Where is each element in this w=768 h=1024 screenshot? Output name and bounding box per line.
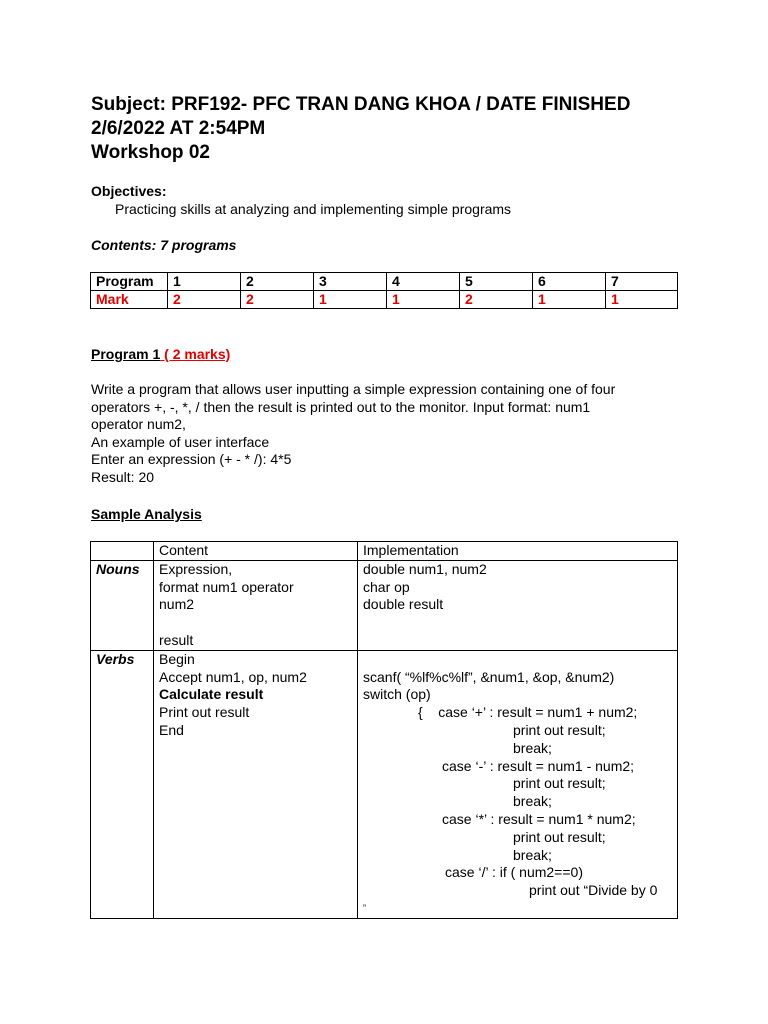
verbs-content-line: Begin [159, 650, 195, 667]
nouns-content-cell [154, 560, 358, 650]
description-line: Write a program that allows user inputting a simple expression containing one of four [91, 381, 616, 397]
analysis-header-implementation: Implementation [358, 542, 678, 561]
analysis-header-row [91, 542, 678, 561]
verbs-impl-line: break; [513, 846, 552, 863]
nouns-impl-line: double num1, num2 [363, 560, 487, 577]
program1-title: Program 1 [91, 346, 161, 362]
mark-cell: 1 [314, 291, 387, 309]
objectives-text: Practicing skills at analyzing and implementing simple programs [115, 201, 512, 217]
verbs-content-line: End [159, 721, 184, 738]
verbs-impl-line: scanf( “%lf%c%lf”, &num1, &op, &num2) [363, 668, 615, 685]
verbs-label: Verbs [91, 650, 154, 918]
sample-analysis-heading: Sample Analysis [91, 506, 202, 522]
verbs-impl-line: ” [363, 902, 366, 913]
verbs-content-line: Print out result [159, 704, 250, 721]
program-label-cell: Program [91, 273, 168, 291]
analysis-header-empty [91, 542, 154, 561]
analysis-header-content: Content [154, 542, 358, 561]
program-cell: 2 [241, 273, 314, 291]
nouns-content-line: Expression, [159, 560, 233, 577]
nouns-label: Nouns [91, 560, 154, 650]
verbs-impl-line: break; [513, 739, 552, 756]
description-line: Result: 20 [91, 468, 155, 485]
verbs-impl-line: print out “Divide by 0 [529, 882, 658, 899]
document-title [91, 93, 711, 165]
program-cell: 3 [314, 273, 387, 291]
verbs-impl-line: case ‘*’ : result = num1 * num2; [442, 810, 636, 827]
program1-description [91, 381, 671, 486]
program-cell: 4 [387, 273, 460, 291]
program1-marks: ( 2 marks) [160, 346, 231, 362]
nouns-implementation-cell [358, 560, 678, 650]
nouns-content-line: format num1 operator [159, 578, 294, 595]
description-line: Enter an expression (+ - * /): 4*5 [91, 451, 292, 467]
nouns-row [91, 560, 678, 650]
program-cell: 7 [606, 273, 678, 291]
verbs-row [91, 650, 678, 918]
verbs-impl-line: print out result; [513, 721, 606, 738]
analysis-table [90, 541, 678, 919]
title-line-3: Workshop 02 [91, 142, 210, 163]
nouns-impl-line: char op [363, 578, 410, 595]
verbs-impl-line [363, 651, 672, 669]
mark-cell: 1 [606, 291, 678, 309]
nouns-content-line: num2 [159, 596, 195, 613]
verbs-impl-line: break; [513, 793, 552, 810]
marks-table [90, 272, 678, 309]
mark-cell: 2 [460, 291, 533, 309]
verbs-content-line: Calculate result [159, 686, 264, 703]
verbs-content-line: Accept num1, op, num2 [159, 668, 307, 685]
description-line: operators +, -, *, / then the result is printed out to the monitor. Input format: num1 [91, 398, 591, 415]
title-line-2: 2/6/2022 AT 2:54PM [91, 118, 266, 139]
program1-heading [91, 346, 230, 362]
verbs-implementation-cell [358, 650, 678, 918]
title-line-1: Subject: PRF192- PFC TRAN DANG KHOA / DATE FINISHED [91, 94, 631, 115]
mark-row [91, 291, 678, 309]
mark-cell: 1 [533, 291, 606, 309]
program-cell: 1 [168, 273, 241, 291]
verbs-impl-line: case ‘/’ : if ( num2==0) [445, 864, 583, 881]
verbs-content-cell [154, 650, 358, 918]
verbs-impl-line: { case ‘+’ : result = num1 + num2; [418, 704, 638, 721]
mark-label-cell: Mark [91, 291, 168, 309]
verbs-impl-line: print out result; [513, 775, 606, 792]
verbs-impl-line: print out result; [513, 828, 606, 845]
verbs-impl-line: case ‘-’ : result = num1 - num2; [442, 757, 635, 774]
nouns-content-line [159, 614, 352, 632]
description-line: operator num2, [91, 416, 186, 432]
mark-cell: 2 [168, 291, 241, 309]
mark-cell: 2 [241, 291, 314, 309]
nouns-content-line: result [159, 631, 194, 648]
program-cell: 6 [533, 273, 606, 291]
verbs-impl-line: switch (op) [363, 686, 431, 703]
nouns-impl-line: double result [363, 596, 444, 613]
contents-heading: Contents: 7 programs [91, 237, 237, 253]
mark-cell: 1 [387, 291, 460, 309]
objectives-heading: Objectives: [91, 183, 167, 199]
program-cell: 5 [460, 273, 533, 291]
program-row [91, 273, 678, 291]
description-line: An example of user interface [91, 433, 270, 450]
